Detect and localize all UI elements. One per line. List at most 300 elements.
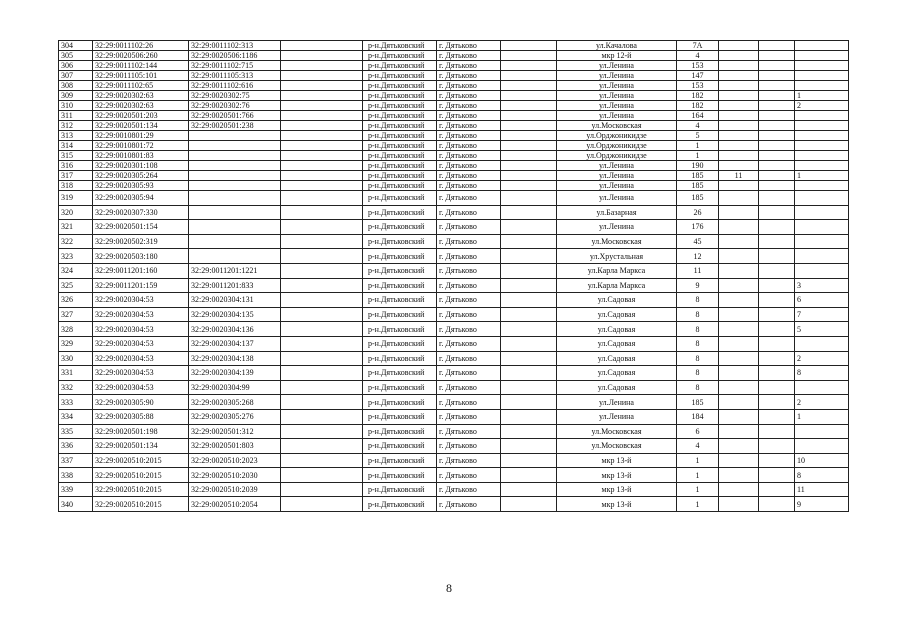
- locality-cell: [501, 263, 557, 278]
- district-cell: р-н.Дятьковский: [363, 249, 437, 264]
- row-number-cell: 320: [59, 205, 93, 220]
- row-number-cell: 318: [59, 181, 93, 191]
- house-number-cell: 185: [677, 171, 719, 181]
- locality-cell: [501, 366, 557, 381]
- locality-cell: [501, 380, 557, 395]
- house-number-cell: 147: [677, 71, 719, 81]
- table-row: [59, 61, 849, 71]
- locality-cell: [501, 439, 557, 454]
- house-number-cell: 6: [677, 424, 719, 439]
- extra-column-cell: [281, 380, 363, 395]
- extra-column-cell: [281, 81, 363, 91]
- street-cell: ул.Орджоникидзе: [557, 141, 677, 151]
- street-cell: ул.Садовая: [557, 366, 677, 381]
- unit-cadastral-number-cell: 32:29:0020305:268: [189, 395, 281, 410]
- extra-column-cell: [281, 41, 363, 51]
- street-cell: ул.Садовая: [557, 380, 677, 395]
- cadastral-number-cell: 32:29:0020501:134: [93, 439, 189, 454]
- city-cell: г. Дятьково: [437, 81, 501, 91]
- row-number-cell: 316: [59, 161, 93, 171]
- unit-cadastral-number-cell: 32:29:0020304:136: [189, 322, 281, 337]
- unit-cadastral-number-cell: 32:29:0011102:715: [189, 61, 281, 71]
- locality-cell: [501, 278, 557, 293]
- cadastral-number-cell: 32:29:0020304:53: [93, 366, 189, 381]
- building-number-cell: [719, 409, 759, 424]
- city-cell: г. Дятьково: [437, 395, 501, 410]
- locality-cell: [501, 141, 557, 151]
- district-cell: р-н.Дятьковский: [363, 366, 437, 381]
- district-cell: р-н.Дятьковский: [363, 220, 437, 235]
- extra-column-cell: [281, 131, 363, 141]
- column-11-cell: [759, 453, 795, 468]
- table-row: [59, 366, 849, 381]
- street-cell: ул.Ленина: [557, 161, 677, 171]
- locality-cell: [501, 336, 557, 351]
- building-number-cell: [719, 131, 759, 141]
- locality-cell: [501, 161, 557, 171]
- row-number-cell: 340: [59, 497, 93, 512]
- street-cell: ул.Московская: [557, 121, 677, 131]
- table-row: [59, 497, 849, 512]
- house-number-cell: 185: [677, 395, 719, 410]
- column-11-cell: [759, 249, 795, 264]
- district-cell: р-н.Дятьковский: [363, 71, 437, 81]
- unit-cadastral-number-cell: 32:29:0020304:139: [189, 366, 281, 381]
- cadastral-number-cell: 32:29:0011102:144: [93, 61, 189, 71]
- row-number-cell: 335: [59, 424, 93, 439]
- column-11-cell: [759, 141, 795, 151]
- building-number-cell: [719, 482, 759, 497]
- row-number-cell: 325: [59, 278, 93, 293]
- column-11-cell: [759, 41, 795, 51]
- apartment-number-cell: [795, 263, 849, 278]
- locality-cell: [501, 41, 557, 51]
- extra-column-cell: [281, 205, 363, 220]
- cadastral-number-cell: 32:29:0020305:94: [93, 191, 189, 206]
- extra-column-cell: [281, 234, 363, 249]
- unit-cadastral-number-cell: [189, 234, 281, 249]
- column-11-cell: [759, 161, 795, 171]
- building-number-cell: [719, 141, 759, 151]
- building-number-cell: [719, 121, 759, 131]
- locality-cell: [501, 293, 557, 308]
- unit-cadastral-number-cell: [189, 191, 281, 206]
- district-cell: р-н.Дятьковский: [363, 263, 437, 278]
- apartment-number-cell: 2: [795, 395, 849, 410]
- table-row: [59, 263, 849, 278]
- locality-cell: [501, 111, 557, 121]
- apartment-number-cell: [795, 161, 849, 171]
- unit-cadastral-number-cell: 32:29:0020510:2023: [189, 453, 281, 468]
- building-number-cell: [719, 220, 759, 235]
- apartment-number-cell: [795, 71, 849, 81]
- column-11-cell: [759, 91, 795, 101]
- street-cell: ул.Ленина: [557, 409, 677, 424]
- house-number-cell: 4: [677, 121, 719, 131]
- extra-column-cell: [281, 453, 363, 468]
- column-11-cell: [759, 81, 795, 91]
- unit-cadastral-number-cell: 32:29:0020510:2054: [189, 497, 281, 512]
- column-11-cell: [759, 234, 795, 249]
- apartment-number-cell: [795, 81, 849, 91]
- apartment-number-cell: 6: [795, 293, 849, 308]
- extra-column-cell: [281, 439, 363, 454]
- street-cell: ул.Садовая: [557, 307, 677, 322]
- locality-cell: [501, 205, 557, 220]
- street-cell: ул.Ленина: [557, 191, 677, 206]
- row-number-cell: 326: [59, 293, 93, 308]
- cadastral-number-cell: 32:29:0011102:26: [93, 41, 189, 51]
- locality-cell: [501, 91, 557, 101]
- locality-cell: [501, 395, 557, 410]
- district-cell: р-н.Дятьковский: [363, 131, 437, 141]
- apartment-number-cell: 1: [795, 409, 849, 424]
- house-number-cell: 184: [677, 409, 719, 424]
- street-cell: ул.Московская: [557, 424, 677, 439]
- city-cell: г. Дятьково: [437, 249, 501, 264]
- street-cell: мкр 13-й: [557, 453, 677, 468]
- house-number-cell: 12: [677, 249, 719, 264]
- building-number-cell: [719, 81, 759, 91]
- building-number-cell: 11: [719, 171, 759, 181]
- street-cell: ул.Орджоникидзе: [557, 131, 677, 141]
- city-cell: г. Дятьково: [437, 101, 501, 111]
- row-number-cell: 336: [59, 439, 93, 454]
- house-number-cell: 1: [677, 151, 719, 161]
- column-11-cell: [759, 439, 795, 454]
- unit-cadastral-number-cell: 32:29:0020501:766: [189, 111, 281, 121]
- street-cell: ул.Хрустальная: [557, 249, 677, 264]
- extra-column-cell: [281, 111, 363, 121]
- district-cell: р-н.Дятьковский: [363, 307, 437, 322]
- unit-cadastral-number-cell: 32:29:0011201:833: [189, 278, 281, 293]
- building-number-cell: [719, 111, 759, 121]
- city-cell: г. Дятьково: [437, 61, 501, 71]
- table-row: [59, 101, 849, 111]
- building-number-cell: [719, 191, 759, 206]
- table-row: [59, 234, 849, 249]
- locality-cell: [501, 468, 557, 483]
- cadastral-number-cell: 32:29:0010801:83: [93, 151, 189, 161]
- district-cell: р-н.Дятьковский: [363, 278, 437, 293]
- row-number-cell: 306: [59, 61, 93, 71]
- district-cell: р-н.Дятьковский: [363, 181, 437, 191]
- table-row: [59, 191, 849, 206]
- cadastral-number-cell: 32:29:0020307:330: [93, 205, 189, 220]
- column-11-cell: [759, 205, 795, 220]
- extra-column-cell: [281, 293, 363, 308]
- house-number-cell: 1: [677, 453, 719, 468]
- column-11-cell: [759, 121, 795, 131]
- column-11-cell: [759, 307, 795, 322]
- city-cell: г. Дятьково: [437, 439, 501, 454]
- unit-cadastral-number-cell: 32:29:0020302:75: [189, 91, 281, 101]
- house-number-cell: 1: [677, 468, 719, 483]
- unit-cadastral-number-cell: [189, 161, 281, 171]
- city-cell: г. Дятьково: [437, 141, 501, 151]
- table-row: [59, 424, 849, 439]
- house-number-cell: 8: [677, 351, 719, 366]
- cadastral-number-cell: 32:29:0010801:29: [93, 131, 189, 141]
- locality-cell: [501, 151, 557, 161]
- apartment-number-cell: 2: [795, 101, 849, 111]
- table-body: [59, 41, 849, 512]
- table-row: [59, 91, 849, 101]
- row-number-cell: 329: [59, 336, 93, 351]
- district-cell: р-н.Дятьковский: [363, 205, 437, 220]
- apartment-number-cell: [795, 131, 849, 141]
- street-cell: ул.Ленина: [557, 220, 677, 235]
- cadastral-number-cell: 32:29:0011201:160: [93, 263, 189, 278]
- city-cell: г. Дятьково: [437, 322, 501, 337]
- extra-column-cell: [281, 141, 363, 151]
- extra-column-cell: [281, 101, 363, 111]
- cadastral-number-cell: 32:29:0020304:53: [93, 322, 189, 337]
- city-cell: г. Дятьково: [437, 51, 501, 61]
- building-number-cell: [719, 41, 759, 51]
- cadastral-number-cell: 32:29:0020506:260: [93, 51, 189, 61]
- district-cell: р-н.Дятьковский: [363, 439, 437, 454]
- district-cell: р-н.Дятьковский: [363, 151, 437, 161]
- building-number-cell: [719, 278, 759, 293]
- apartment-number-cell: [795, 61, 849, 71]
- street-cell: ул.Ленина: [557, 101, 677, 111]
- extra-column-cell: [281, 191, 363, 206]
- city-cell: г. Дятьково: [437, 181, 501, 191]
- building-number-cell: [719, 161, 759, 171]
- row-number-cell: 331: [59, 366, 93, 381]
- apartment-number-cell: [795, 336, 849, 351]
- cadastral-number-cell: 32:29:0020305:90: [93, 395, 189, 410]
- building-number-cell: [719, 307, 759, 322]
- table-row: [59, 293, 849, 308]
- street-cell: мкр 12-й: [557, 51, 677, 61]
- table-row: [59, 121, 849, 131]
- table-row: [59, 161, 849, 171]
- column-11-cell: [759, 293, 795, 308]
- district-cell: р-н.Дятьковский: [363, 81, 437, 91]
- column-11-cell: [759, 71, 795, 81]
- cadastral-number-cell: 32:29:0020501:134: [93, 121, 189, 131]
- locality-cell: [501, 191, 557, 206]
- city-cell: г. Дятьково: [437, 380, 501, 395]
- table-row: [59, 171, 849, 181]
- city-cell: г. Дятьково: [437, 71, 501, 81]
- extra-column-cell: [281, 409, 363, 424]
- table-row: [59, 51, 849, 61]
- column-11-cell: [759, 366, 795, 381]
- row-number-cell: 324: [59, 263, 93, 278]
- table-row: [59, 409, 849, 424]
- table-row: [59, 351, 849, 366]
- cadastral-number-cell: 32:29:0020305:264: [93, 171, 189, 181]
- unit-cadastral-number-cell: 32:29:0011102:313: [189, 41, 281, 51]
- extra-column-cell: [281, 220, 363, 235]
- street-cell: мкр 13-й: [557, 468, 677, 483]
- city-cell: г. Дятьково: [437, 131, 501, 141]
- street-cell: ул.Карла Маркса: [557, 278, 677, 293]
- row-number-cell: 323: [59, 249, 93, 264]
- extra-column-cell: [281, 61, 363, 71]
- unit-cadastral-number-cell: 32:29:0020510:2030: [189, 468, 281, 483]
- page-number: 8: [446, 581, 452, 595]
- extra-column-cell: [281, 91, 363, 101]
- city-cell: г. Дятьково: [437, 468, 501, 483]
- district-cell: р-н.Дятьковский: [363, 171, 437, 181]
- apartment-number-cell: [795, 249, 849, 264]
- city-cell: г. Дятьково: [437, 234, 501, 249]
- column-11-cell: [759, 131, 795, 141]
- city-cell: г. Дятьково: [437, 263, 501, 278]
- column-11-cell: [759, 171, 795, 181]
- cadastral-number-cell: 32:29:0020502:319: [93, 234, 189, 249]
- row-number-cell: 317: [59, 171, 93, 181]
- row-number-cell: 333: [59, 395, 93, 410]
- apartment-number-cell: 9: [795, 497, 849, 512]
- property-register-table: [58, 40, 849, 512]
- street-cell: ул.Московская: [557, 234, 677, 249]
- house-number-cell: 1: [677, 141, 719, 151]
- street-cell: мкр 13-й: [557, 497, 677, 512]
- table-row: [59, 141, 849, 151]
- city-cell: г. Дятьково: [437, 121, 501, 131]
- district-cell: р-н.Дятьковский: [363, 191, 437, 206]
- apartment-number-cell: 1: [795, 91, 849, 101]
- column-11-cell: [759, 468, 795, 483]
- row-number-cell: 337: [59, 453, 93, 468]
- locality-cell: [501, 101, 557, 111]
- city-cell: г. Дятьково: [437, 307, 501, 322]
- house-number-cell: 4: [677, 439, 719, 454]
- row-number-cell: 330: [59, 351, 93, 366]
- city-cell: г. Дятьково: [437, 161, 501, 171]
- cadastral-number-cell: 32:29:0011105:101: [93, 71, 189, 81]
- apartment-number-cell: [795, 111, 849, 121]
- city-cell: г. Дятьково: [437, 351, 501, 366]
- city-cell: г. Дятьково: [437, 293, 501, 308]
- cadastral-number-cell: 32:29:0020304:53: [93, 380, 189, 395]
- unit-cadastral-number-cell: 32:29:0020304:131: [189, 293, 281, 308]
- building-number-cell: [719, 380, 759, 395]
- cadastral-number-cell: 32:29:0020304:53: [93, 307, 189, 322]
- street-cell: ул.Садовая: [557, 351, 677, 366]
- cadastral-number-cell: 32:29:0020510:2015: [93, 497, 189, 512]
- building-number-cell: [719, 101, 759, 111]
- cadastral-number-cell: 32:29:0020501:203: [93, 111, 189, 121]
- apartment-number-cell: [795, 205, 849, 220]
- city-cell: г. Дятьково: [437, 191, 501, 206]
- cadastral-number-cell: 32:29:0020302:63: [93, 91, 189, 101]
- house-number-cell: 8: [677, 307, 719, 322]
- table-row: [59, 220, 849, 235]
- locality-cell: [501, 121, 557, 131]
- unit-cadastral-number-cell: 32:29:0020304:137: [189, 336, 281, 351]
- apartment-number-cell: [795, 121, 849, 131]
- house-number-cell: 8: [677, 366, 719, 381]
- street-cell: ул.Качалова: [557, 41, 677, 51]
- table-row: [59, 395, 849, 410]
- building-number-cell: [719, 453, 759, 468]
- extra-column-cell: [281, 249, 363, 264]
- locality-cell: [501, 453, 557, 468]
- city-cell: г. Дятьково: [437, 497, 501, 512]
- house-number-cell: 11: [677, 263, 719, 278]
- apartment-number-cell: [795, 181, 849, 191]
- city-cell: г. Дятьково: [437, 91, 501, 101]
- house-number-cell: 1: [677, 497, 719, 512]
- column-11-cell: [759, 151, 795, 161]
- district-cell: р-н.Дятьковский: [363, 101, 437, 111]
- cadastral-number-cell: 32:29:0020501:198: [93, 424, 189, 439]
- building-number-cell: [719, 468, 759, 483]
- street-cell: ул.Базарная: [557, 205, 677, 220]
- table-row: [59, 380, 849, 395]
- district-cell: р-н.Дятьковский: [363, 293, 437, 308]
- district-cell: р-н.Дятьковский: [363, 424, 437, 439]
- cadastral-number-cell: 32:29:0010801:72: [93, 141, 189, 151]
- house-number-cell: 164: [677, 111, 719, 121]
- cadastral-number-cell: 32:29:0020304:53: [93, 351, 189, 366]
- extra-column-cell: [281, 468, 363, 483]
- unit-cadastral-number-cell: [189, 131, 281, 141]
- house-number-cell: 7А: [677, 41, 719, 51]
- district-cell: р-н.Дятьковский: [363, 141, 437, 151]
- extra-column-cell: [281, 424, 363, 439]
- street-cell: ул.Ленина: [557, 91, 677, 101]
- table-row: [59, 71, 849, 81]
- row-number-cell: 304: [59, 41, 93, 51]
- unit-cadastral-number-cell: 32:29:0020501:238: [189, 121, 281, 131]
- unit-cadastral-number-cell: 32:29:0020305:276: [189, 409, 281, 424]
- district-cell: р-н.Дятьковский: [363, 111, 437, 121]
- unit-cadastral-number-cell: [189, 151, 281, 161]
- building-number-cell: [719, 351, 759, 366]
- street-cell: ул.Ленина: [557, 395, 677, 410]
- building-number-cell: [719, 61, 759, 71]
- locality-cell: [501, 307, 557, 322]
- extra-column-cell: [281, 336, 363, 351]
- apartment-number-cell: 8: [795, 366, 849, 381]
- locality-cell: [501, 171, 557, 181]
- house-number-cell: 45: [677, 234, 719, 249]
- apartment-number-cell: [795, 141, 849, 151]
- building-number-cell: [719, 424, 759, 439]
- unit-cadastral-number-cell: 32:29:0020304:135: [189, 307, 281, 322]
- locality-cell: [501, 71, 557, 81]
- cadastral-number-cell: 32:29:0020510:2015: [93, 468, 189, 483]
- cadastral-number-cell: 32:29:0011201:159: [93, 278, 189, 293]
- unit-cadastral-number-cell: 32:29:0020304:99: [189, 380, 281, 395]
- row-number-cell: 328: [59, 322, 93, 337]
- unit-cadastral-number-cell: 32:29:0011102:616: [189, 81, 281, 91]
- locality-cell: [501, 51, 557, 61]
- apartment-number-cell: 10: [795, 453, 849, 468]
- house-number-cell: 8: [677, 380, 719, 395]
- cadastral-number-cell: 32:29:0020305:93: [93, 181, 189, 191]
- unit-cadastral-number-cell: [189, 205, 281, 220]
- district-cell: р-н.Дятьковский: [363, 380, 437, 395]
- house-number-cell: 4: [677, 51, 719, 61]
- column-11-cell: [759, 181, 795, 191]
- street-cell: мкр 13-й: [557, 482, 677, 497]
- house-number-cell: 8: [677, 336, 719, 351]
- house-number-cell: 5: [677, 131, 719, 141]
- street-cell: ул.Орджоникидзе: [557, 151, 677, 161]
- apartment-number-cell: [795, 151, 849, 161]
- city-cell: г. Дятьково: [437, 220, 501, 235]
- column-11-cell: [759, 111, 795, 121]
- table-row: [59, 278, 849, 293]
